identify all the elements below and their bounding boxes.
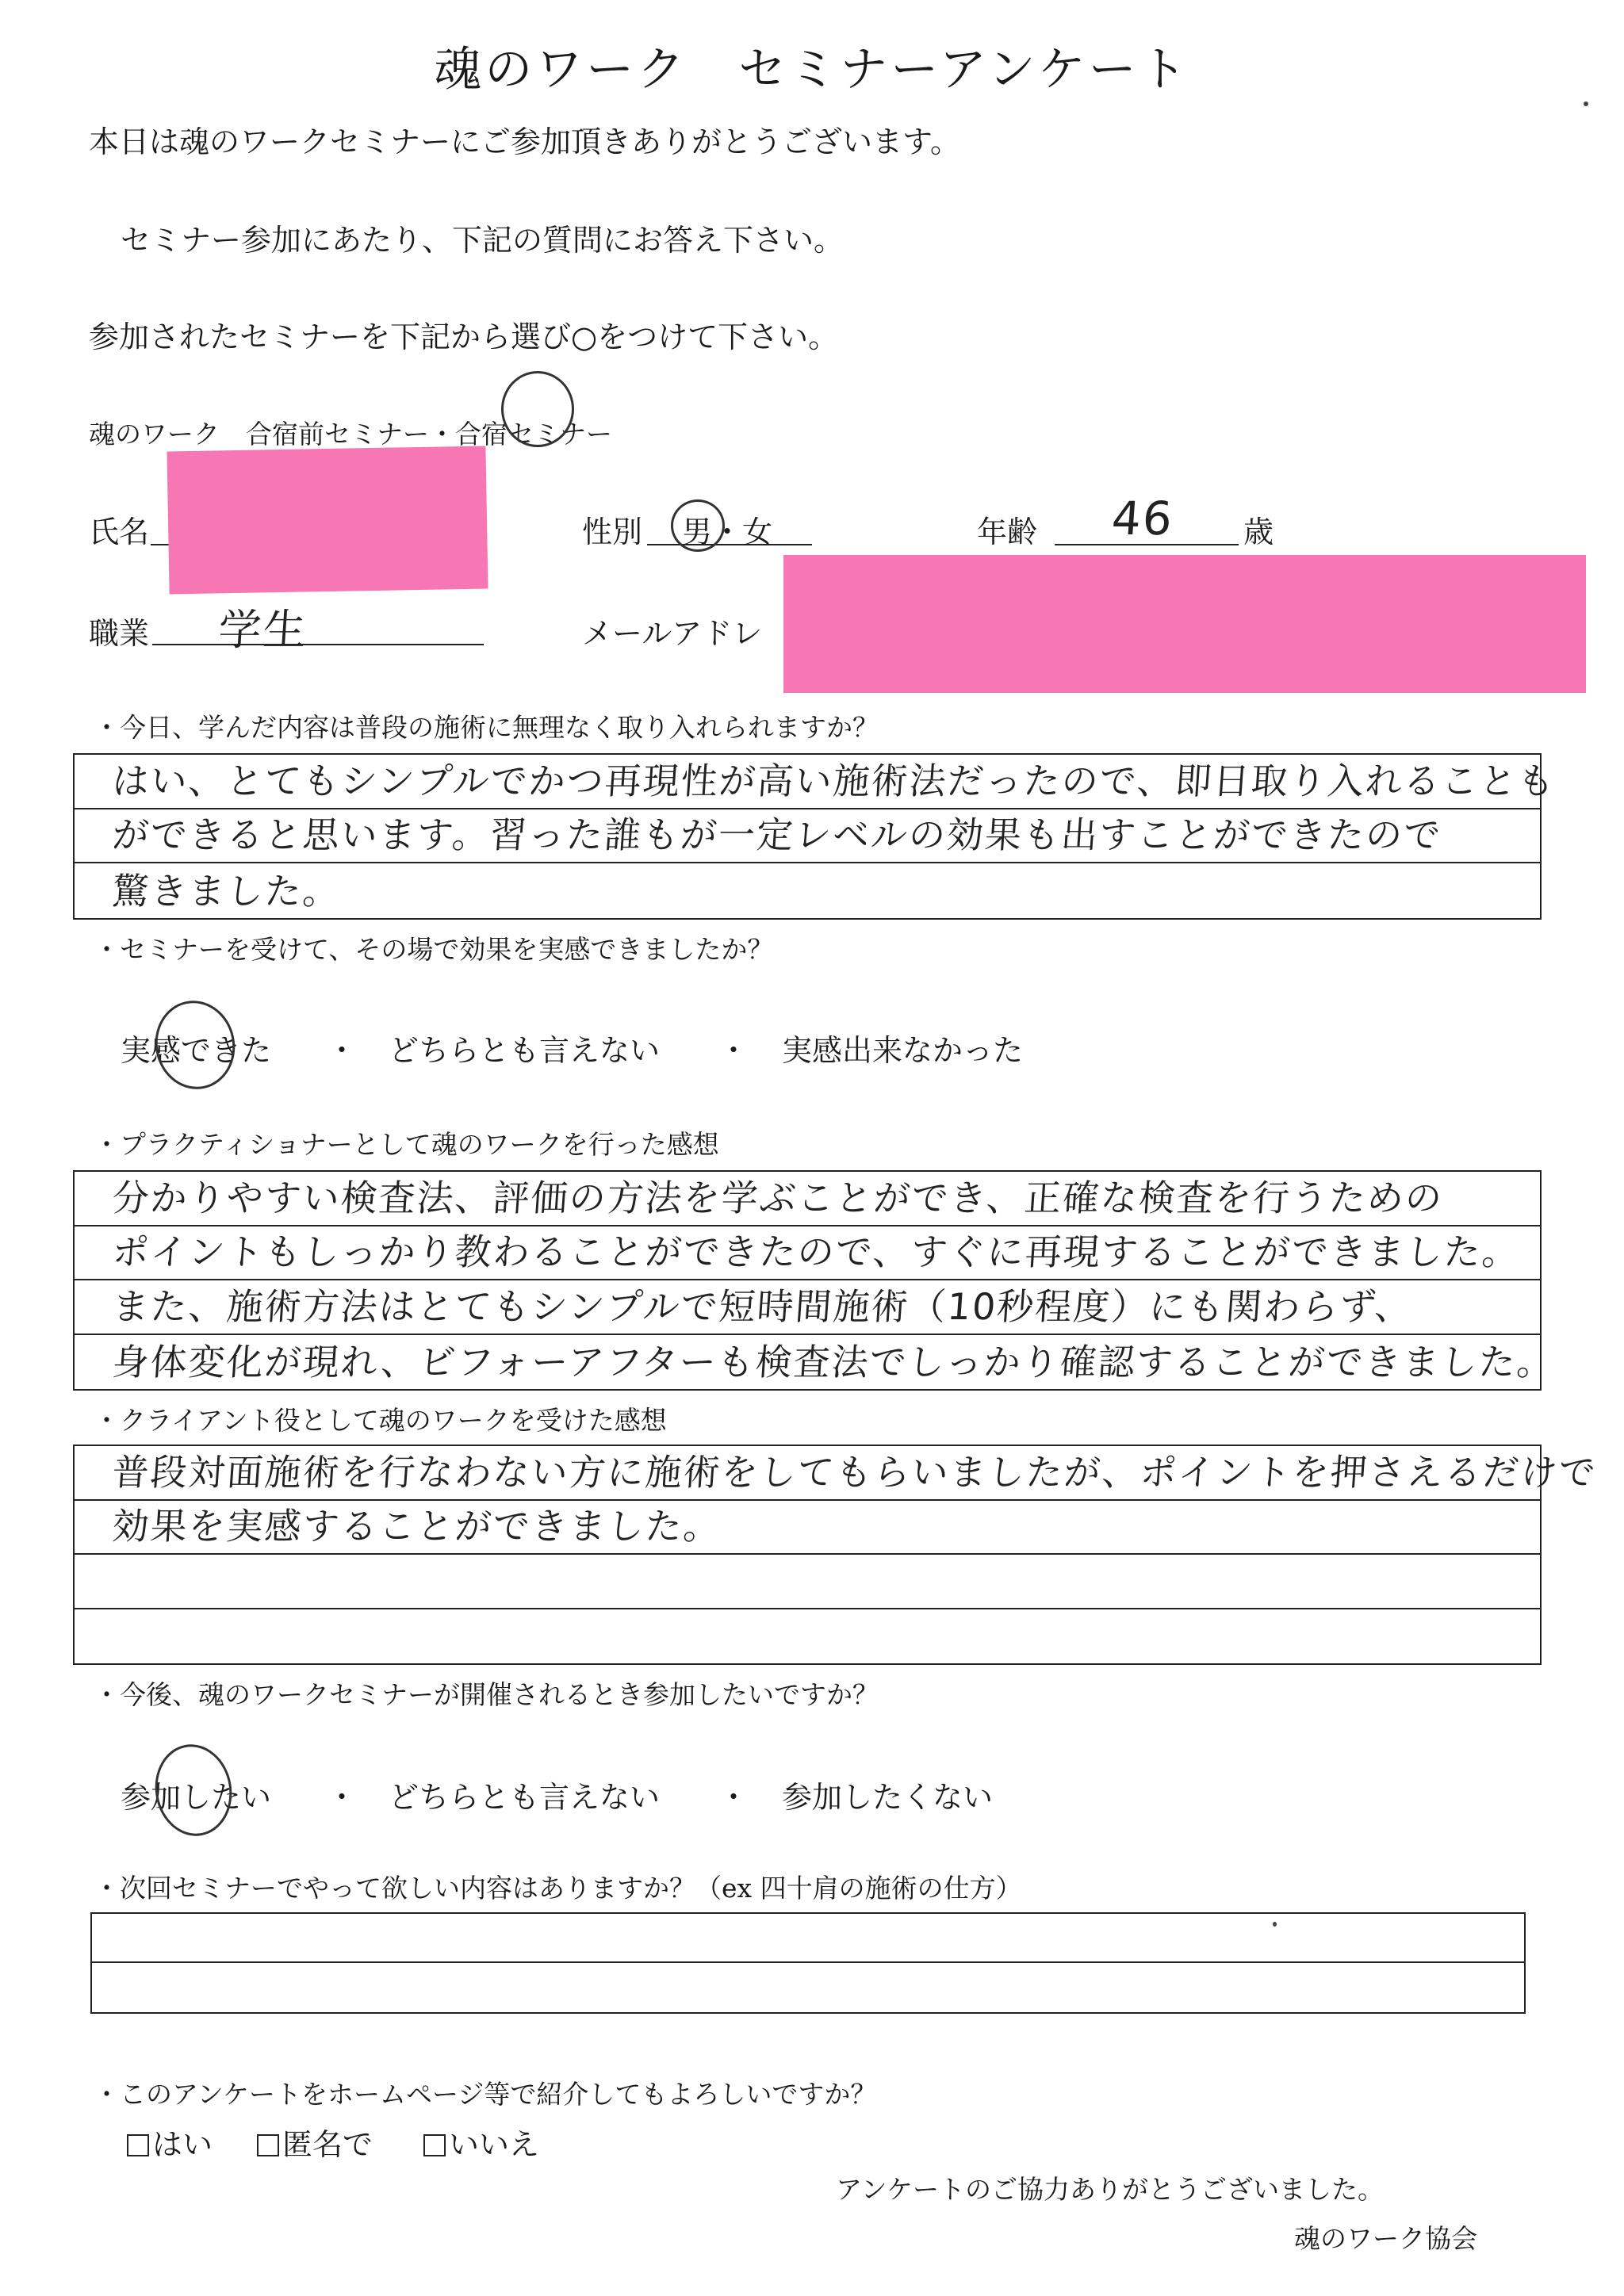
q2-separator-1: ・ xyxy=(327,1033,358,1068)
handwritten-line: 普段対面施術を行なわない方に施術をしてもらいましたが、ポイントを押さえるだけで xyxy=(110,1450,1599,1494)
answer-row xyxy=(75,809,1540,864)
age-unit: 歳 xyxy=(1243,515,1274,549)
q3-question: ・プラクティショナーとして魂のワークを行った感想 xyxy=(94,1129,719,1160)
checkbox-icon[interactable] xyxy=(423,2134,446,2156)
email-label: メールアドレ xyxy=(582,616,763,651)
answer-row xyxy=(75,1172,1540,1226)
seminar-options: 魂のワーク 合宿前セミナー・合宿セミナー xyxy=(89,419,612,450)
q5-separator-1: ・ xyxy=(327,1780,358,1815)
q2-question: ・セミナーを受けて、その場で効果を実感できましたか？ xyxy=(94,934,774,965)
email-redaction xyxy=(783,555,1586,693)
q3-answer-box[interactable] xyxy=(73,1170,1557,1391)
q7-question: ・このアンケートをホームページ等で紹介してもよろしいですか？ xyxy=(94,2079,877,2110)
closing-thanks: アンケートのご協力ありがとうございました。 xyxy=(836,2174,1385,2205)
intro-line-3: 参加されたセミナーを下記から選び○をつけて下さい。 xyxy=(89,320,839,354)
q5-question: ・今後、魂のワークセミナーが開催されるとき参加したいですか？ xyxy=(94,1679,879,1710)
q1-answer-box[interactable] xyxy=(73,753,1557,920)
q4-question: ・クライアント役として魂のワークを受けた感想 xyxy=(94,1405,667,1436)
checkbox-icon[interactable] xyxy=(127,2134,149,2156)
answer-row xyxy=(75,755,1557,809)
gender-label: 性別 xyxy=(582,515,643,549)
intro-line-2: セミナー参加にあたり、下記の質問にお答え下さい。 xyxy=(121,223,845,258)
answer-row xyxy=(75,1555,1540,1609)
job-label: 職業 xyxy=(89,616,150,651)
q2-option-1[interactable]: 実感できた xyxy=(121,1033,272,1068)
age-value[interactable]: 46 xyxy=(1109,492,1176,545)
page-title: 魂のワーク セミナーアンケート xyxy=(434,42,1190,98)
answer-row xyxy=(75,1609,1540,1664)
gender-options: 男・女 xyxy=(682,515,773,549)
checkbox-icon[interactable] xyxy=(257,2134,279,2156)
q7-option-anonymous[interactable] xyxy=(257,2120,373,2164)
answer-row xyxy=(75,1226,1540,1281)
organization-name: 魂のワーク協会 xyxy=(1294,2223,1477,2254)
scan-speck xyxy=(1584,101,1588,106)
scan-speck xyxy=(1273,1922,1277,1927)
job-value[interactable]: 学生 xyxy=(216,605,309,655)
q2-separator-2: ・ xyxy=(718,1033,749,1068)
handwritten-line: また、施術方法はとてもシンプルで短時間施術（10秒程度）にも関わらず、 xyxy=(110,1284,1415,1328)
handwritten-line: ができると思います。習った誰もが一定レベルの効果も出すことができたので xyxy=(110,813,1444,857)
answer-row xyxy=(92,1914,1524,1963)
answer-row xyxy=(92,1963,1524,2012)
handwritten-line: 驚きました。 xyxy=(110,869,343,913)
q5-option-3[interactable]: 参加したくない xyxy=(782,1780,994,1815)
q2-selection-circle[interactable] xyxy=(147,993,243,1096)
q1-question: ・今日、学んだ内容は普段の施術に無理なく取り入れられますか？ xyxy=(94,712,879,743)
answer-row xyxy=(75,1280,1540,1335)
gender-selection-circle[interactable] xyxy=(671,499,725,552)
q7-option-yes[interactable] xyxy=(127,2120,213,2164)
handwritten-line: はい、とてもシンプルでかつ再現性が高い施術法だったので、即日取り入れることも xyxy=(110,759,1557,802)
intro-line-1: 本日は魂のワークセミナーにご参加頂きありがとうございます。 xyxy=(89,124,960,159)
handwritten-line: 効果を実感することができました。 xyxy=(110,1505,723,1548)
handwritten-line: ポイントもしっかり教わることができたので、すぐに再現することができました。 xyxy=(110,1230,1522,1273)
q7-option-yes-label: はい xyxy=(152,2127,213,2162)
answer-row xyxy=(75,1446,1599,1501)
age-label: 年齢 xyxy=(977,515,1038,549)
q4-answer-box[interactable] xyxy=(73,1445,1599,1665)
name-redaction xyxy=(167,446,488,595)
handwritten-line: 身体変化が現れ、ビフォーアフターも検査法でしっかり確認することができました。 xyxy=(110,1341,1557,1383)
q2-option-2[interactable]: どちらとも言えない xyxy=(389,1033,661,1068)
handwritten-line: 分かりやすい検査法、評価の方法を学ぶことができ、正確な検査を行うための xyxy=(110,1176,1445,1219)
answer-row xyxy=(75,1501,1540,1556)
answer-row xyxy=(75,1335,1557,1390)
name-label: 氏名 xyxy=(89,515,150,549)
q5-separator-2: ・ xyxy=(718,1780,749,1815)
q5-option-1[interactable]: 参加したい xyxy=(121,1780,272,1815)
seminar-selection-circle[interactable] xyxy=(501,371,574,447)
q6-answer-box[interactable] xyxy=(90,1912,1526,2014)
q7-option-no[interactable] xyxy=(423,2120,539,2164)
q6-question: ・次回セミナーでやって欲しい内容はありますか？（ex 四十肩の施術の仕方） xyxy=(94,1873,1022,1904)
q7-option-anonymous-label: 匿名で xyxy=(282,2127,373,2162)
job-underline xyxy=(152,644,484,645)
q5-option-2[interactable]: どちらとも言えない xyxy=(389,1780,661,1815)
q2-option-3[interactable]: 実感出来なかった xyxy=(782,1033,1024,1068)
q7-option-no-label: いいえ xyxy=(449,2127,540,2162)
q5-selection-circle[interactable] xyxy=(148,1739,239,1843)
answer-row xyxy=(75,863,1540,918)
